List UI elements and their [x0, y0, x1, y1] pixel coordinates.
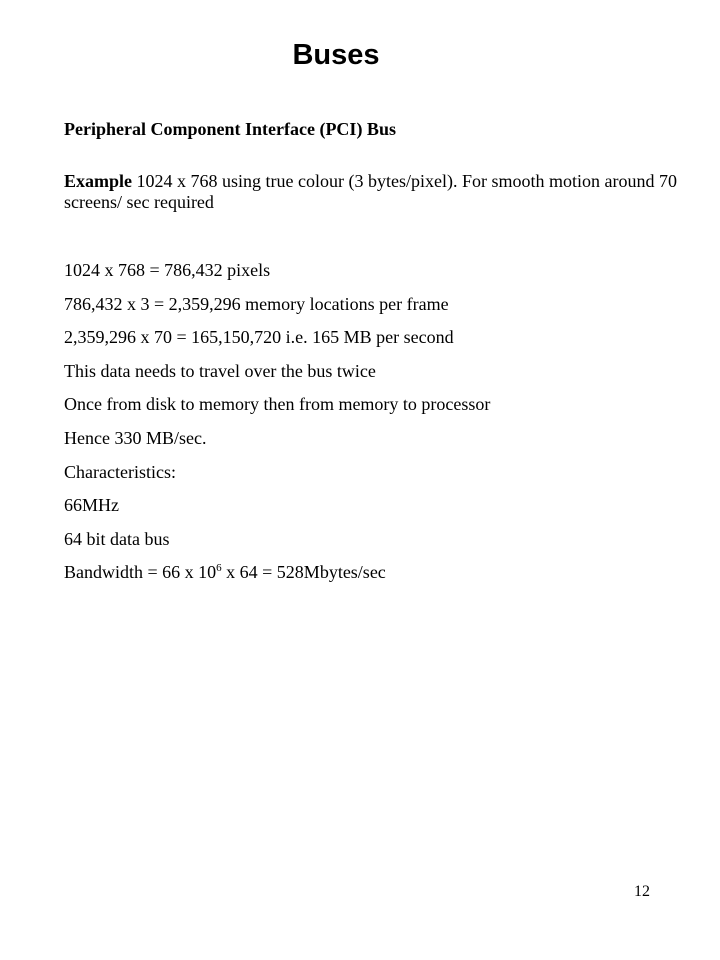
bandwidth-line [64, 561, 490, 595]
characteristics-label: Characteristics: [64, 461, 176, 482]
calc-line-memory-locations: 786,432 x 3 = 2,359,296 memory locations per frame [64, 293, 449, 314]
characteristic-clock-speed: 66MHz [64, 495, 119, 516]
page-number: 12 [634, 883, 650, 900]
calc-line-travel-twice: This data needs to travel over the bus twice [64, 360, 376, 381]
bandwidth-prefix: Bandwidth = 66 x 10 [64, 562, 217, 583]
calc-line-bytes-per-second: 2,359,296 x 70 = 165,150,720 i.e. 165 MB per second [64, 327, 454, 348]
characteristic-bus-width: 64 bit data bus [64, 528, 170, 549]
calc-line-disk-to-processor: Once from disk to memory then from memory to processor [64, 394, 491, 415]
section-heading: Peripheral Component Interface (PCI) Bus [64, 119, 396, 139]
calc-line-hence: Hence 330 MB/sec. [64, 427, 207, 448]
example-paragraph [64, 171, 714, 213]
page-title: Buses [292, 39, 380, 71]
calc-line-pixels: 1024 x 768 = 786,432 pixels [64, 260, 271, 280]
bandwidth-exponent: 6 [216, 562, 222, 575]
bandwidth-suffix: x 64 = 528Mbytes/sec [221, 562, 386, 583]
example-label: Example [64, 171, 133, 191]
calculation-list [64, 259, 490, 595]
example-text: 1024 x 768 using true colour (3 bytes/pixel). For smooth motion around 70 screens/ sec required [64, 171, 677, 212]
